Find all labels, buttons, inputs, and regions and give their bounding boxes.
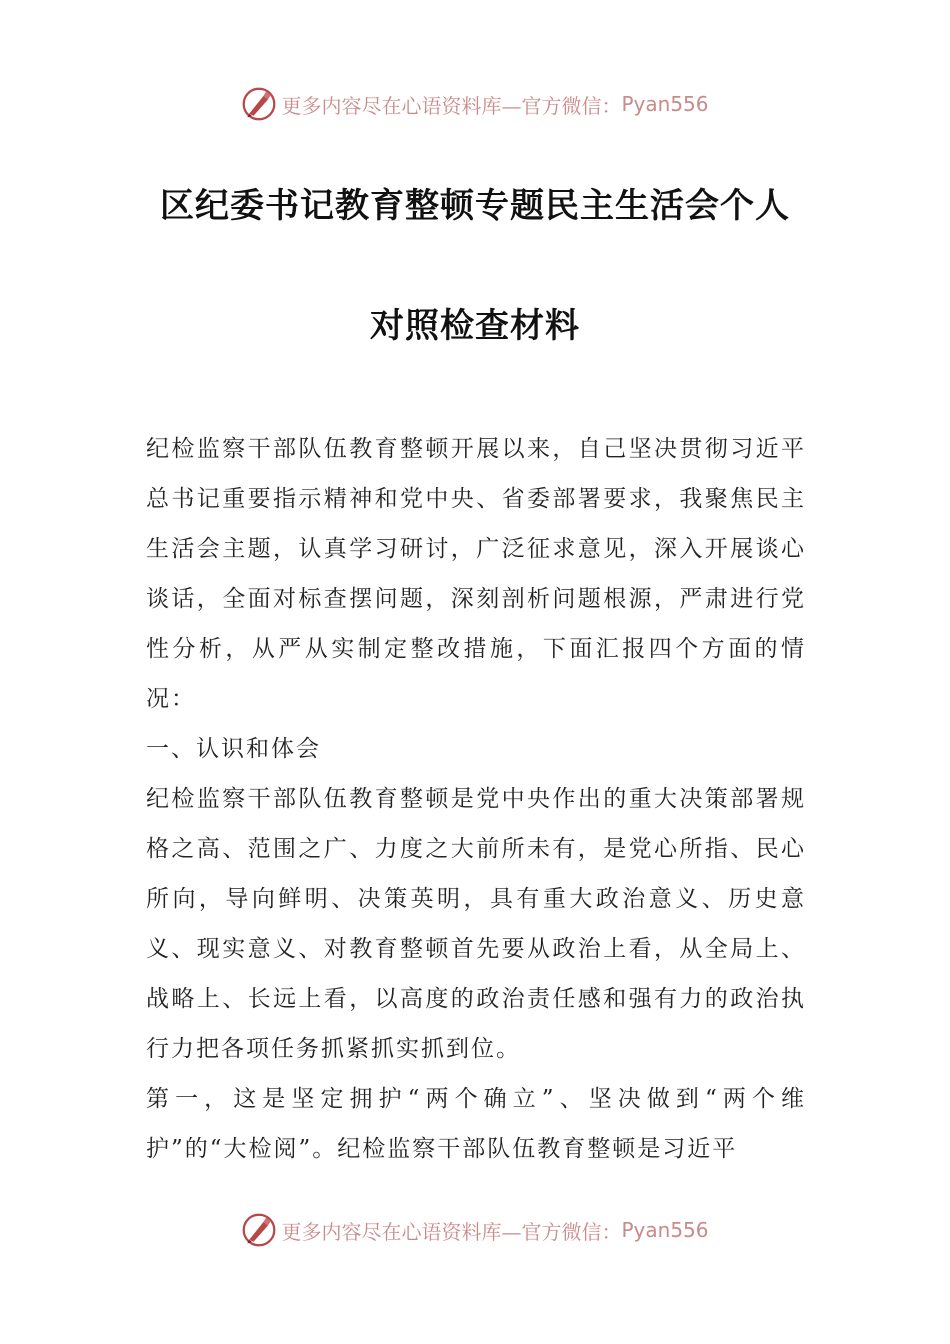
header-banner-text: 更多内容尽在心语资料库—官方微信：: [281, 93, 622, 118]
header-banner-wechat-id: Pyan556: [621, 92, 709, 116]
section-heading-1: 一、认识和体会: [146, 736, 321, 762]
paragraph-point-1: 第一，这是坚定拥护“两个确立”、坚决做到“两个维护”的“大检阅”。纪检监察干部队伍教育整顿是习近平: [146, 1086, 806, 1162]
pen-logo-icon: [241, 86, 277, 122]
document-body: [146, 424, 806, 1174]
footer-banner-wechat-id: Pyan556: [621, 1218, 709, 1242]
footer-banner-text: 更多内容尽在心语资料库—官方微信：: [281, 1219, 622, 1244]
paragraph-intro: 纪检监察干部队伍教育整顿开展以来，自己坚决贯彻习近平总书记重要指示精神和党中央、省委部署要求，我聚焦民主生活会主题，认真学习研讨，广泛征求意见，深入开展谈心谈话，全面对标查摆问题，深刻剖析问题根源，严肃进行党性分析，从严从实制定整改措施，下面汇报四个方面的情况：: [146, 436, 806, 712]
document-title-line-2: 对照检查材料: [370, 306, 580, 346]
header-banner: [0, 82, 950, 126]
document-title-line-1: 区纪委书记教育整顿专题民主生活会个人: [160, 186, 790, 226]
paragraph-section-1: 纪检监察干部队伍教育整顿是党中央作出的重大决策部署规格之高、范围之广、力度之大前所未有，是党心所指、民心所向，导向鲜明、决策英明，具有重大政治意义、历史意义、现实意义、对教育整顿首先要从政治上看，从全局上、战略上、长远上看，以高度的政治责任感和强有力的政治执行力把各项任务抓紧抓实抓到位。: [146, 786, 806, 1062]
pen-logo-icon: [241, 1212, 277, 1248]
footer-banner: [0, 1208, 950, 1252]
